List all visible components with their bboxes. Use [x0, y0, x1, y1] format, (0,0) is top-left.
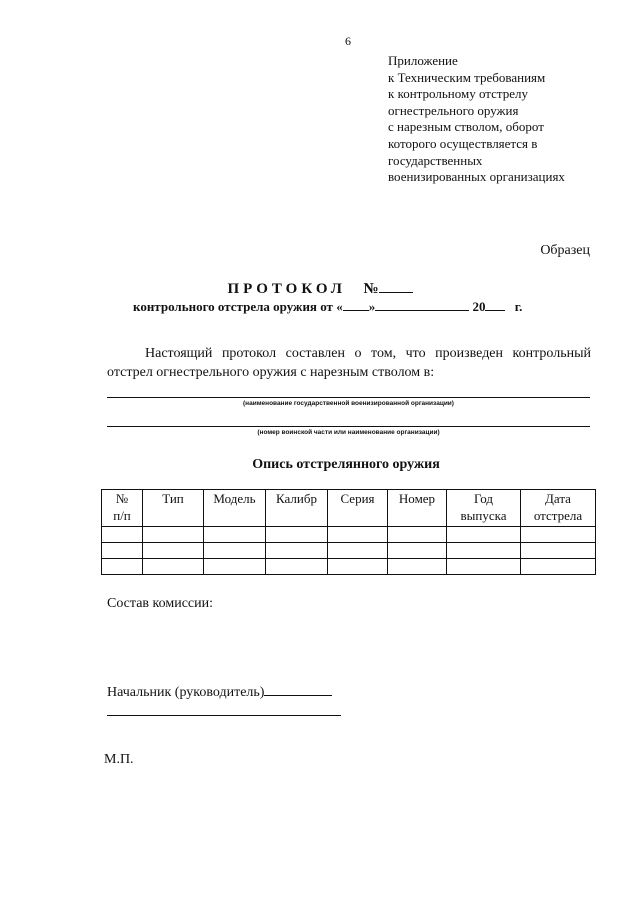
- sample-label: Образец: [540, 243, 590, 258]
- table-cell[interactable]: [447, 543, 521, 559]
- table-cell[interactable]: [521, 559, 596, 575]
- close-quote: »: [368, 299, 376, 314]
- header-cell-serial: Номер: [388, 490, 447, 527]
- table-cell[interactable]: [143, 559, 204, 575]
- header-cell-series: Серия: [328, 490, 388, 527]
- weapons-inventory-table: [101, 489, 596, 575]
- appendix-line: к Техническим требованиям: [388, 69, 546, 85]
- protocol-title: [0, 278, 640, 298]
- table-row: [102, 527, 596, 543]
- month-blank[interactable]: [375, 296, 469, 311]
- table-row: [102, 559, 596, 575]
- table-cell[interactable]: [447, 527, 521, 543]
- intro-line-1: Настоящий протокол составлен о том, что произведен контрольный: [145, 346, 591, 361]
- organization-name-line[interactable]: [107, 397, 590, 398]
- protocol-number-blank[interactable]: [379, 278, 413, 293]
- table-title: Опись отстрелянного оружия: [252, 457, 440, 472]
- intro-paragraph: [107, 344, 591, 382]
- table-cell[interactable]: [266, 527, 328, 543]
- table-cell[interactable]: [204, 527, 266, 543]
- year-prefix: 20: [472, 299, 486, 314]
- day-blank[interactable]: [343, 296, 369, 311]
- header-cell-year: Год выпуска: [447, 490, 521, 527]
- subtitle-text: контрольного отстрела оружия от: [133, 299, 333, 314]
- page-number: 6: [345, 34, 351, 48]
- protocol-word: ПРОТОКОЛ: [227, 281, 346, 297]
- header-cell-number: № п/п: [102, 490, 143, 527]
- chief-signature-blank[interactable]: [264, 681, 332, 696]
- chief-signature: [107, 681, 332, 701]
- table-cell[interactable]: [521, 543, 596, 559]
- table-cell[interactable]: [204, 543, 266, 559]
- table-cell[interactable]: [143, 543, 204, 559]
- chief-name-line[interactable]: [107, 715, 341, 716]
- appendix-line: с нарезным стволом, оборот: [388, 119, 544, 135]
- appendix-line: к контрольному отстрелу: [388, 86, 528, 102]
- table-cell[interactable]: [328, 527, 388, 543]
- table-cell[interactable]: [388, 527, 447, 543]
- open-quote: «: [336, 299, 343, 314]
- appendix-line: которого осуществляется в: [388, 135, 538, 151]
- year-suffix: г.: [514, 299, 523, 314]
- chief-label: Начальник (руководитель): [107, 685, 265, 700]
- table-cell[interactable]: [388, 559, 447, 575]
- appendix-line: государственных: [388, 152, 483, 168]
- unit-name-line[interactable]: [107, 426, 590, 427]
- table-cell[interactable]: [102, 527, 143, 543]
- number-sign: №: [363, 281, 379, 297]
- header-cell-model: Модель: [204, 490, 266, 527]
- header-cell-type: Тип: [143, 490, 204, 527]
- protocol-subtitle: [133, 296, 522, 315]
- appendix-line: военизированных организациях: [388, 169, 565, 185]
- seal-label: М.П.: [104, 752, 134, 767]
- table-cell[interactable]: [102, 543, 143, 559]
- unit-caption: (номер воинской части или наименование организации): [257, 429, 440, 436]
- table-cell[interactable]: [266, 543, 328, 559]
- table-cell[interactable]: [388, 543, 447, 559]
- organization-caption: (наименование государственной военизированной организации): [243, 400, 454, 407]
- table-cell[interactable]: [447, 559, 521, 575]
- table-cell[interactable]: [102, 559, 143, 575]
- intro-line-2: отстрел огнестрельного оружия с нарезным стволом в:: [107, 365, 435, 380]
- table-row: [102, 543, 596, 559]
- header-cell-date: Дата отстрела: [521, 490, 596, 527]
- commission-label: Состав комиссии:: [107, 596, 213, 611]
- header-cell-caliber: Калибр: [266, 490, 328, 527]
- table-cell[interactable]: [521, 527, 596, 543]
- table-cell[interactable]: [143, 527, 204, 543]
- table-cell[interactable]: [328, 559, 388, 575]
- table-header-row: [102, 490, 596, 527]
- appendix-note: [388, 53, 565, 186]
- year-blank[interactable]: [485, 296, 505, 311]
- appendix-line: Приложение: [388, 53, 458, 68]
- table-cell[interactable]: [266, 559, 328, 575]
- table-cell[interactable]: [204, 559, 266, 575]
- appendix-line: огнестрельного оружия: [388, 102, 519, 118]
- table-cell[interactable]: [328, 543, 388, 559]
